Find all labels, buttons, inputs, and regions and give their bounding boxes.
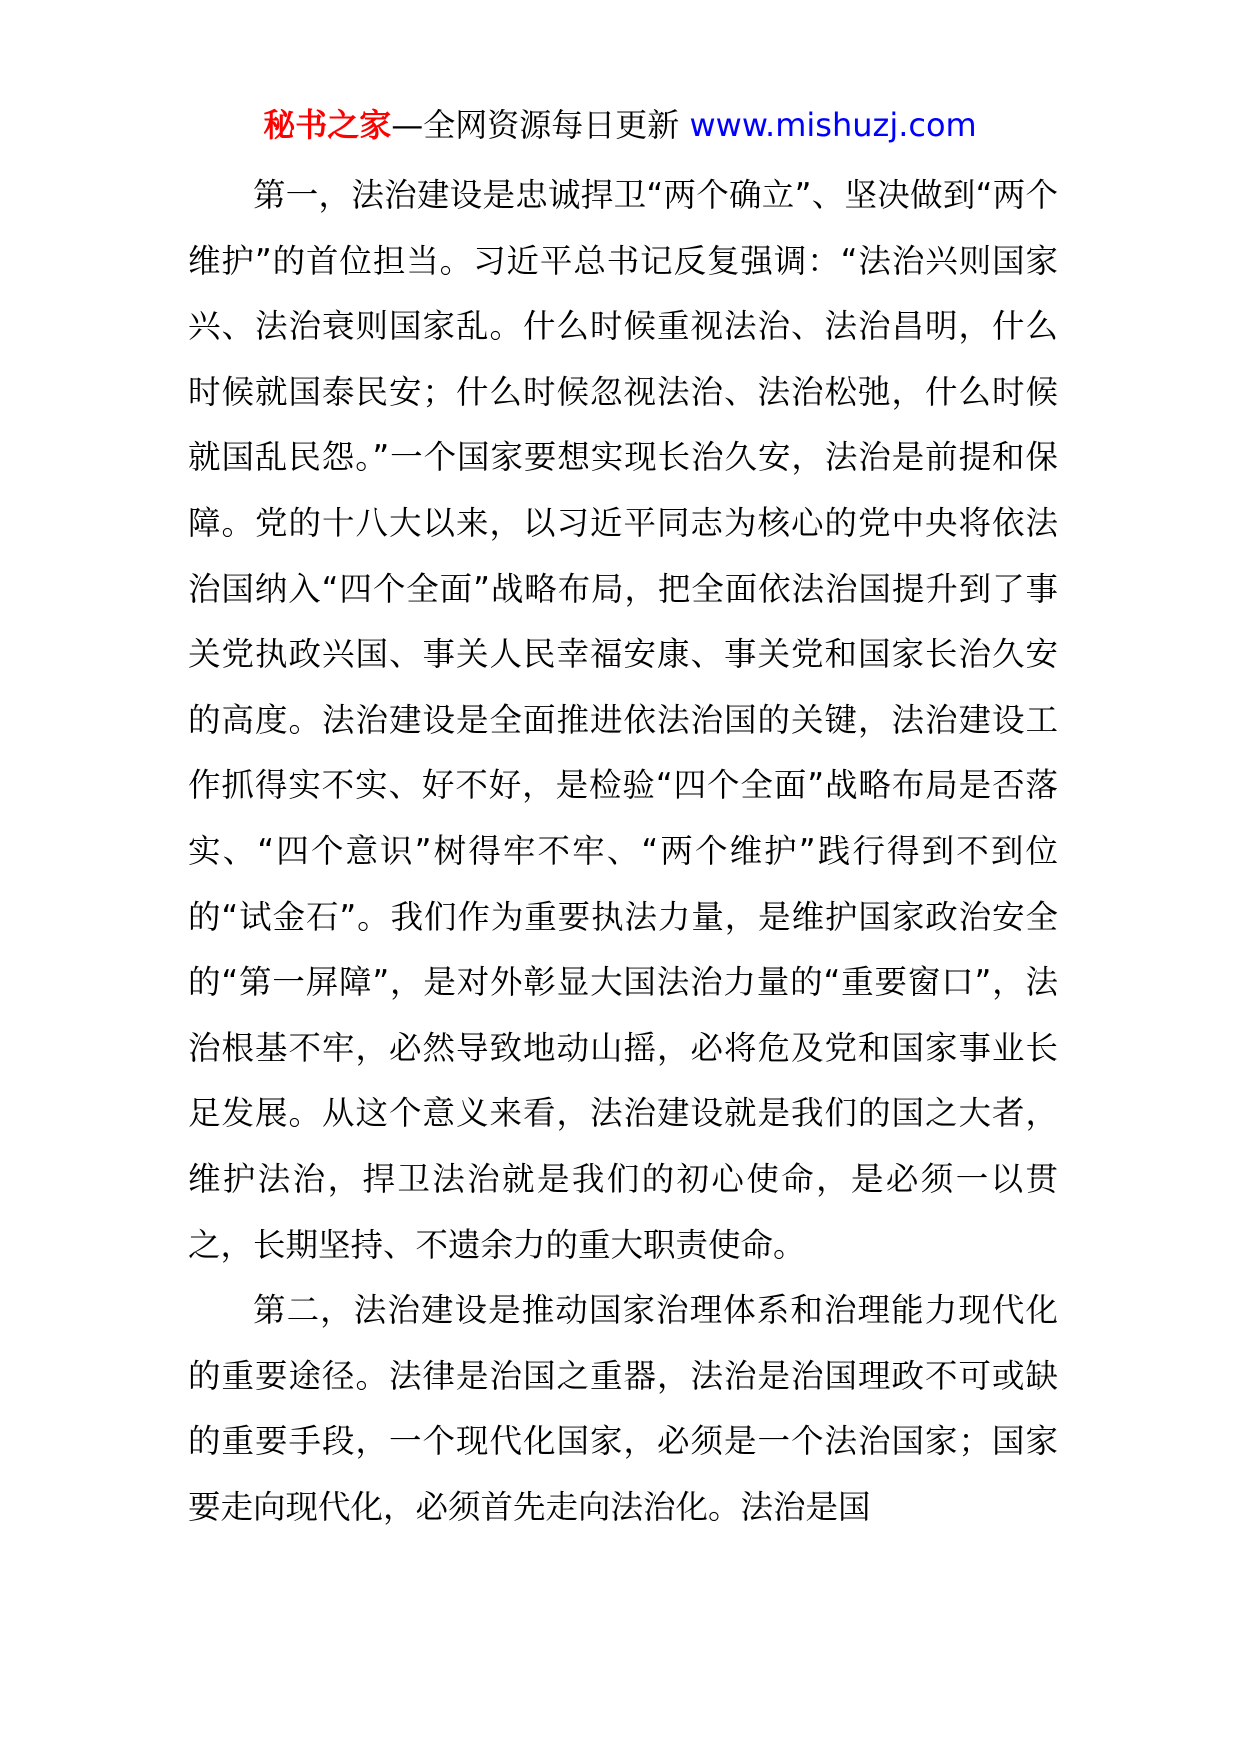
site-brand: 秘书之家 [263, 106, 392, 144]
paragraph-second: 第二，法治建设是推动国家治理体系和治理能力现代化的重要途径。法律是治国之重器，法治是治国理政不可或缺的重要手段，一个现代化国家，必须是一个法治国家；国家要走向现代化，必须首先走向法治化。法治是国 [188, 1291, 1058, 1526]
document-body [188, 163, 1058, 1540]
site-url-link[interactable]: www.mishuzj.com [689, 106, 977, 144]
paragraph-first: 第一，法治建设是忠诚捍卫“两个确立”、坚决做到“两个维护”的首位担当。习近平总书记反复强调：“法治兴则国家兴、法治衰则国家乱。什么时候重视法治、法治昌明，什么时候就国泰民安；什么时候忽视法治、法治松弛，什么时候就国乱民怨。”一个国家要想实现长治久安，法治是前提和保障。党的十八大以来，以习近平同志为核心的党中央将依法治国纳入“四个全面”战略布局，把全面依法治国提升到了事关党执政兴国、事关人民幸福安康、事关党和国家长治久安的高度。法治建设是全面推进依法治国的关键，法治建设工作抓得实不实、好不好，是检验“四个全面”战略布局是否落实、“四个意识”树得牢不牢、“两个维护”践行得到不到位的“试金石”。我们作为重要执法力量，是维护国家政治安全的“第一屏障”，是对外彰显大国法治力量的“重要窗口”，法治根基不牢，必然导致地动山摇，必将危及党和国家事业长足发展。从这个意义来看，法治建设就是我们的国之大者，维护法治，捍卫法治就是我们的初心使命，是必须一以贯之，长期坚持、不遗余力的重大职责使命。 [188, 176, 1058, 1264]
site-tagline: —全网资源每日更新 [391, 106, 690, 144]
site-header [0, 100, 1240, 150]
